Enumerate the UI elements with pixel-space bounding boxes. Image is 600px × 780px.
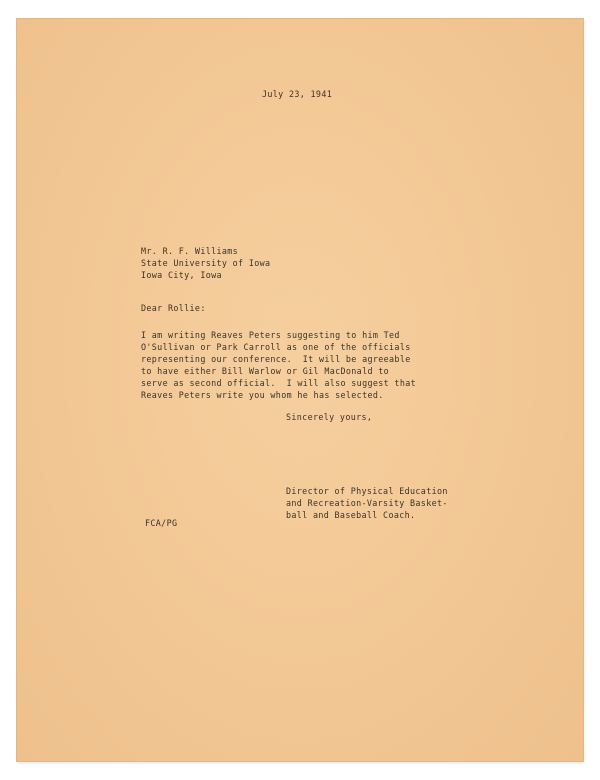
signature-title-line: ball and Baseball Coach. bbox=[286, 510, 416, 520]
recipient-address bbox=[141, 245, 270, 281]
recipient-name: Mr. R. F. Williams bbox=[141, 246, 239, 256]
body-line: O'Sullivan or Park Carroll as one of the officials bbox=[141, 342, 411, 352]
letter-page bbox=[17, 19, 583, 761]
letter-date: July 23, 1941 bbox=[262, 89, 333, 99]
signature-title-line: and Recreation-Varsity Basket- bbox=[286, 498, 448, 508]
letter-body bbox=[141, 329, 416, 401]
signature-title-line: Director of Physical Education bbox=[286, 486, 448, 496]
complimentary-close: Sincerely yours, bbox=[286, 412, 373, 422]
reference-initials: FCA/PG bbox=[145, 518, 178, 528]
body-line: representing our conference. It will be agreeable bbox=[141, 354, 411, 364]
body-line: Reaves Peters write you whom he has selected. bbox=[141, 390, 384, 400]
body-line: I am writing Reaves Peters suggesting to him Ted bbox=[141, 330, 400, 340]
signature-block bbox=[286, 485, 448, 521]
body-line: serve as second official. I will also suggest that bbox=[141, 378, 417, 388]
recipient-institution: State University of Iowa bbox=[141, 258, 271, 268]
recipient-city: Iowa City, Iowa bbox=[141, 270, 222, 280]
salutation: Dear Rollie: bbox=[141, 303, 206, 313]
body-line: to have either Bill Warlow or Gil MacDonald to bbox=[141, 366, 390, 376]
